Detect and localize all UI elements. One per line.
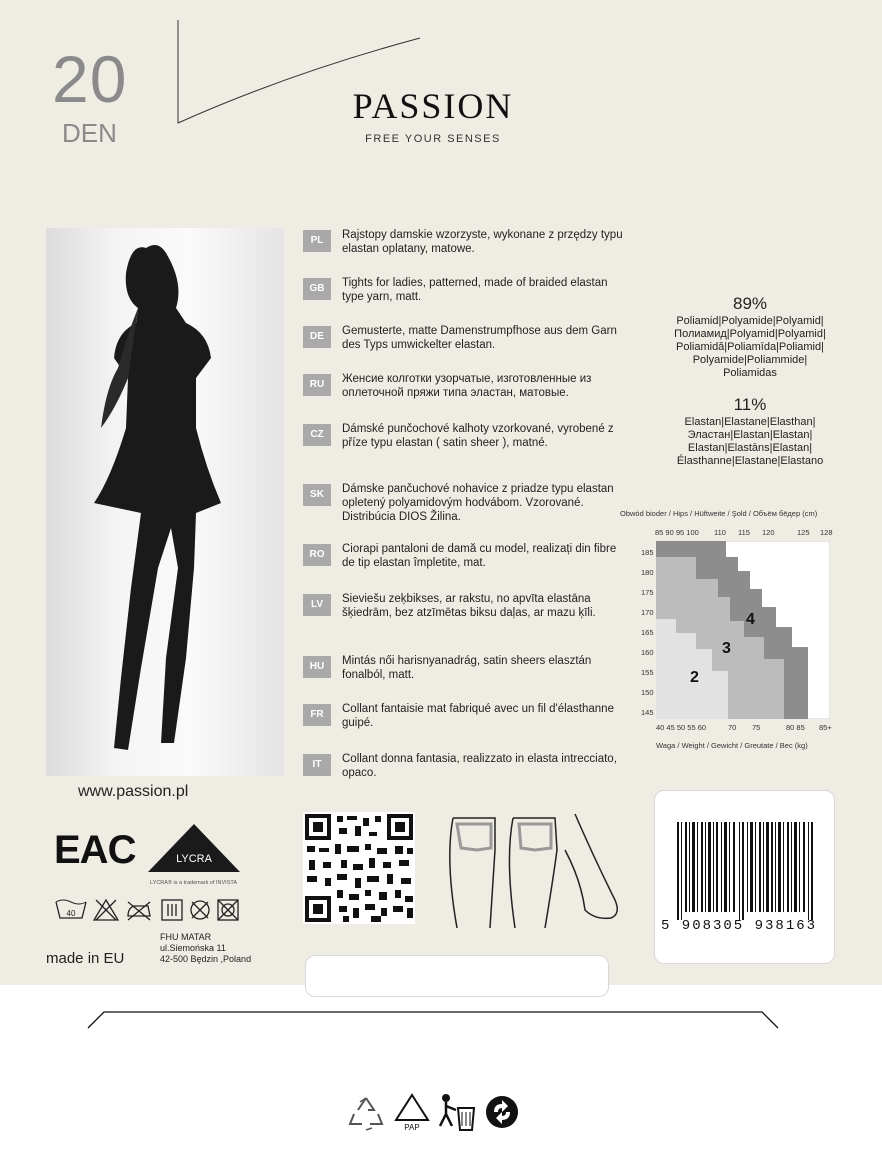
composition-line: Elastan|Elastane|Elasthan| [684,416,816,428]
den-number: 20 [52,42,128,116]
lang-code: RO [303,544,331,566]
lang-code: SK [303,484,331,506]
composition-line: Полиамид|Polyamid|Polyamid| [674,328,826,340]
weight-tick: 85+ [819,723,832,732]
size-3-label: 3 [722,640,731,657]
qr-code [303,812,415,924]
drip-dry-icon [160,898,184,922]
lang-text: Dámské punčochové kalhoty vzorkované, vyrobené z příze typu elastan ( satin sheer ), matné. [342,423,614,449]
eac-mark: EAC [54,828,136,872]
composition-percent: 89% [732,294,768,313]
lang-code: RU [303,374,331,396]
no-tumble-dry-icon [216,898,240,922]
model-silhouette [46,228,284,776]
no-dry-clean-icon [188,898,212,922]
composition-percent: 11% [733,395,767,414]
fold-line [86,1008,780,1030]
address-line: ul.Siemońska 11 [160,943,226,953]
website-url: www.passion.pl [78,783,189,800]
lang-text: Sieviešu zeķbikses, ar rakstu, no apvīta elastāna šķiedrām, bez atzīmētas biksu daļas, ar mazu ķīli. [342,593,596,619]
lang-code: CZ [303,424,331,446]
lang-text: Женсие колготки узорчатые, изготовленные из оплеточной пряжи типа эластан, матовые. [342,373,592,399]
composition-line: Эластан|Elastan|Elastan| [687,429,813,441]
size-chart-grid [656,541,830,719]
composition-line: Poliamidă|Poliamīda|Poliamid| [676,341,824,353]
height-tick: 145 [641,708,654,717]
height-tick: 185 [641,548,654,557]
composition-polyamide [655,293,845,380]
made-in-label: made in EU [46,950,125,967]
lang-code: LV [303,594,331,616]
lang-text: Mintás női harisnyanadrág, satin sheers elasztán fonalból, matt. [342,655,592,681]
weight-tick: 40 45 50 55 60 [656,723,707,732]
weight-tick: 80 85 [786,723,805,732]
lang-text: Tights for ladies, patterned, made of braided elastan type yarn, matt. [342,277,608,303]
height-tick: 165 [641,628,654,637]
size-2-label: 2 [690,669,699,686]
blank-label-box [305,955,609,997]
height-tick: 155 [641,668,654,677]
size-4-label: 4 [746,611,755,628]
height-tick: 160 [641,648,654,657]
composition-line: Poliamid|Polyamide|Polyamid| [676,315,824,327]
height-tick: 180 [641,568,654,577]
pap-recycling-icon [392,1092,432,1132]
lang-text: Rajstopy damskie wzorzyste, wykonane z przędzy typu elastan oplatany, matowe. [342,229,623,255]
address-line: 42-500 Będzin ,Poland [160,954,252,964]
barcode-number: 5 908305 938163 [661,918,818,934]
lang-code: DE [303,326,331,348]
lang-text: Ciorapi pantaloni de damă cu model, realizați din fibre de tip elastan împletite, mat. [342,543,617,569]
height-tick: 175 [641,588,654,597]
height-tick: 150 [641,688,654,697]
lang-code: HU [303,656,331,678]
hips-tick: 128 [820,528,833,537]
hips-tick: 115 [738,528,750,537]
tidyman-bin-icon [436,1092,476,1134]
svg-text:PAP: PAP [404,1123,420,1132]
hips-tick: 125 [797,528,810,537]
lycra-text: LYCRA [176,853,212,865]
size-chart-weight-title: Waga / Weight / Gewicht / Greutate / Вес (kg) [656,741,808,750]
lycra-logo [148,822,240,874]
weight-tick: 70 [728,723,737,732]
lycra-trademark-note: LYCRA® is a trademark of INVISTA [150,880,237,886]
svg-text:40: 40 [66,909,76,918]
address-line: FHU MATAR [160,932,212,942]
brand-logo: PASSION [352,86,514,126]
lang-code: GB [303,278,331,300]
model-photo [46,228,284,776]
composition-line: Poliamidas [723,367,777,379]
recycle-icon [346,1094,386,1132]
brand-tagline: FREE YOUR SENSES [365,133,501,145]
composition-line: Élasthanne|Elastane|Elastano [676,455,824,467]
no-iron-icon [124,898,154,922]
no-bleach-icon [92,898,120,922]
green-dot-icon [484,1094,520,1130]
composition-line: Elastan|Elastāns|Elastan| [687,442,813,454]
den-unit: DEN [62,118,117,148]
lang-text: Dámske pančuchové nohavice z priadze typu elastan opletený polyamidovým hodvábom. Vzorované. Distribúcia DIOS Žilina. [342,483,614,523]
hips-tick: 85 90 95 100 [655,528,699,537]
lang-text: Collant fantaisie mat fabriqué avec un fil d'élasthanne guipé. [342,703,614,729]
barcode [677,822,815,920]
weight-tick: 75 [752,723,761,732]
wash-40-icon [54,898,88,922]
lang-code: FR [303,704,331,726]
hips-tick: 110 [714,528,726,537]
tights-illustration [435,810,625,930]
manufacturer-address [160,932,251,965]
size-chart-hips-title: Obwód bioder / Hips / Hüftweite / Şold / Объём бёдер (cm) [620,509,818,518]
lang-code: IT [303,754,331,776]
height-tick: 170 [641,608,654,617]
composition-line: Polyamide|Poliammide| [692,354,808,366]
lang-text: Collant donna fantasia, realizzato in elasta intrecciato, opaco. [342,753,617,779]
lang-code: PL [303,230,331,252]
composition-elastane [655,394,845,468]
hips-tick: 120 [762,528,775,537]
lang-text: Gemusterte, matte Damenstrumpfhose aus dem Garn des Typs umwickelter elastan. [342,325,617,351]
